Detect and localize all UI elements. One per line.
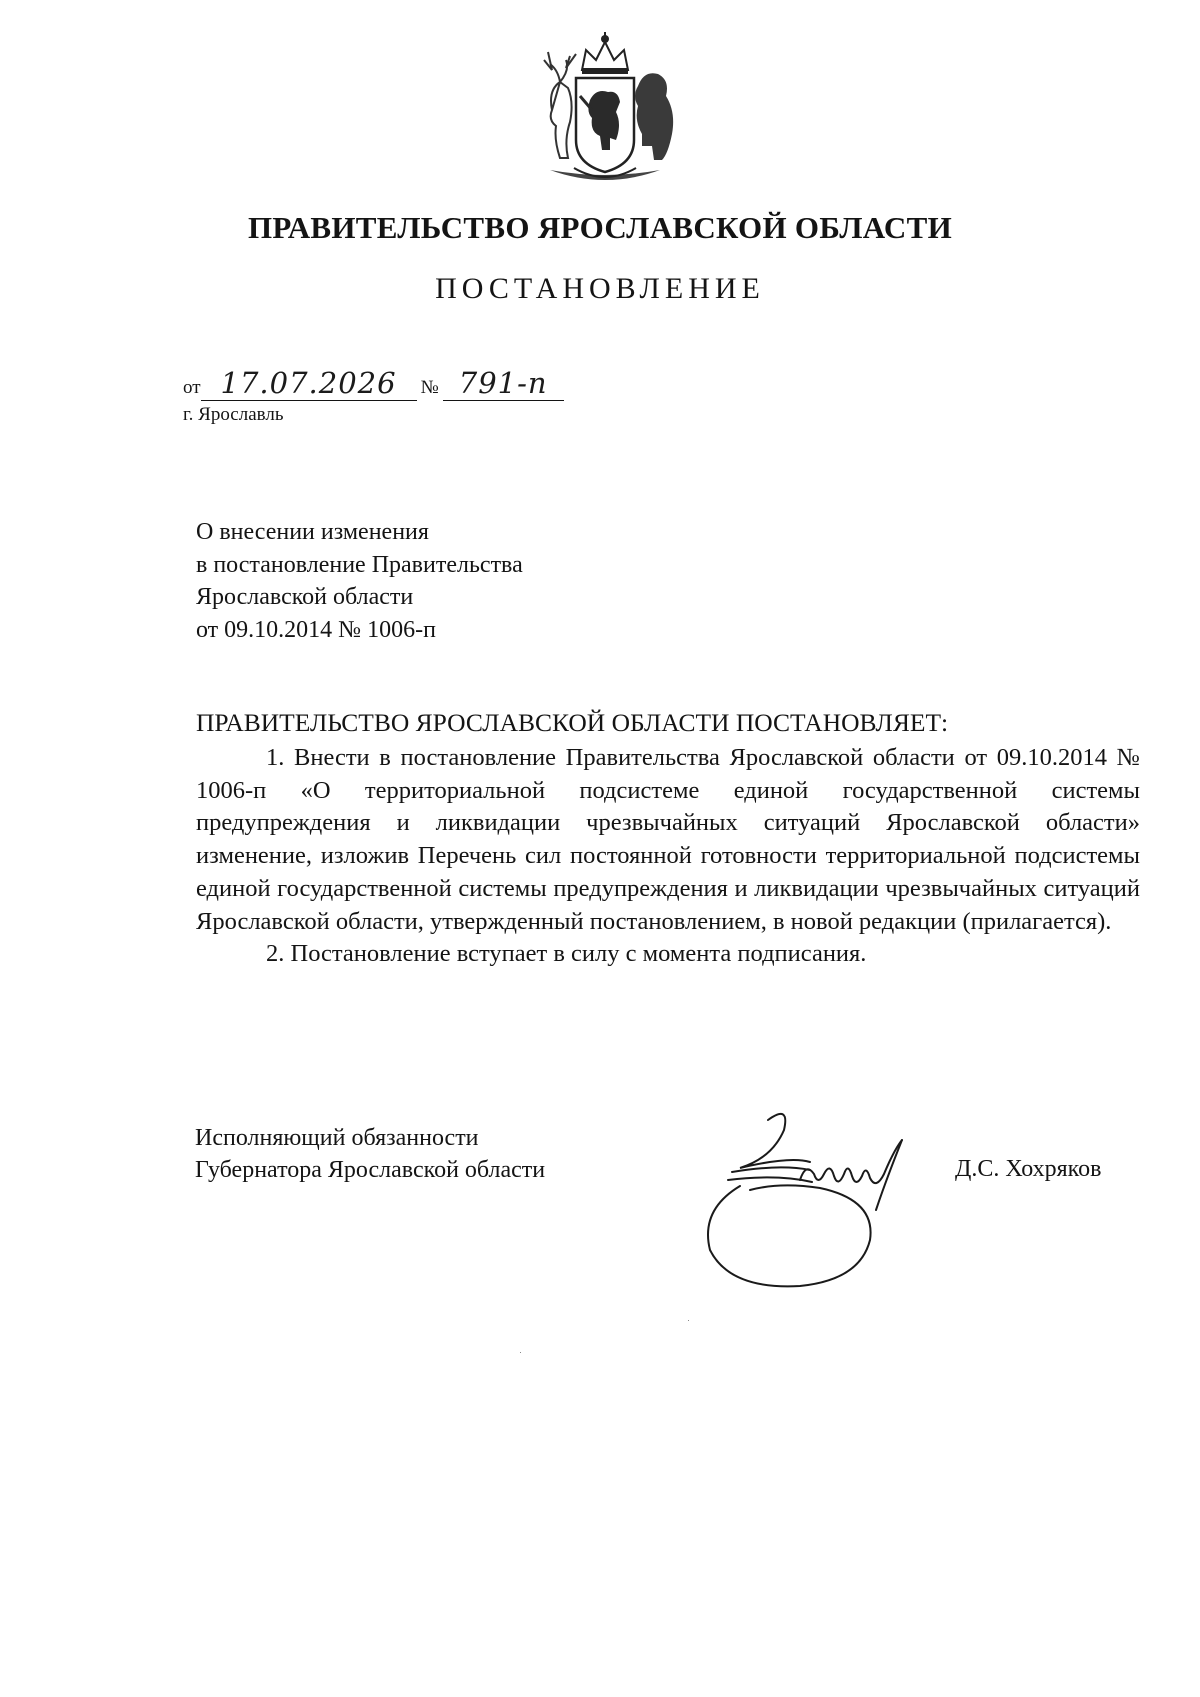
decree-paragraph-2: 2. Постановление вступает в силу с момента подписания. [266,940,867,968]
subject-line: в постановление Правительства [196,551,523,578]
subject-line: Ярославской области [196,584,414,610]
registration-line [183,366,564,401]
coat-of-arms-icon [530,30,680,192]
government-title: ПРАВИТЕЛЬСТВО ЯРОСЛАВСКОЙ ОБЛАСТИ [248,210,952,245]
signer-name: Д.С. Хохряков [955,1156,1102,1182]
decree-body [196,742,1140,971]
signer-position [195,1122,545,1186]
decree-paragraph-1: 1. Внести в постановление Правительства Ярославской области от 09.10.2014 № 1006-п «О территориальной подсистеме единой государственной системы предупреждения и ликвидации чрезвычайных ситуаций Ярославской области» изменение, изложив Перечень сил постоянной готовности территориальной подсистемы единой государственной системы предупреждения и ликвидации чрезвычайных ситуаций Ярославской области, утвержденный постановлением, в новой редакции (прилагается). [196,744,1140,935]
handwritten-signature-icon [680,1090,940,1300]
document-type: ПОСТАНОВЛЕНИЕ [435,272,765,305]
scan-speck [520,1352,521,1353]
signer-position-line: Губернатора Ярославской области [195,1157,546,1183]
document-subject [196,516,523,646]
decree-heading: ПРАВИТЕЛЬСТВО ЯРОСЛАВСКОЙ ОБЛАСТИ ПОСТАНОВЛЯЕТ: [196,708,949,737]
number-prefix: № [420,377,439,398]
city: г. Ярославль [183,404,284,425]
subject-line: от 09.10.2014 № 1006-п [196,616,436,643]
subject-line: О внесении изменения [196,519,429,545]
scan-speck [688,1320,689,1321]
signer-position-line: Исполняющий обязанности [195,1125,479,1151]
handwritten-date: 17.07.2026 [201,366,417,401]
handwritten-number: 791-п [443,366,564,401]
date-prefix: от [183,377,201,398]
